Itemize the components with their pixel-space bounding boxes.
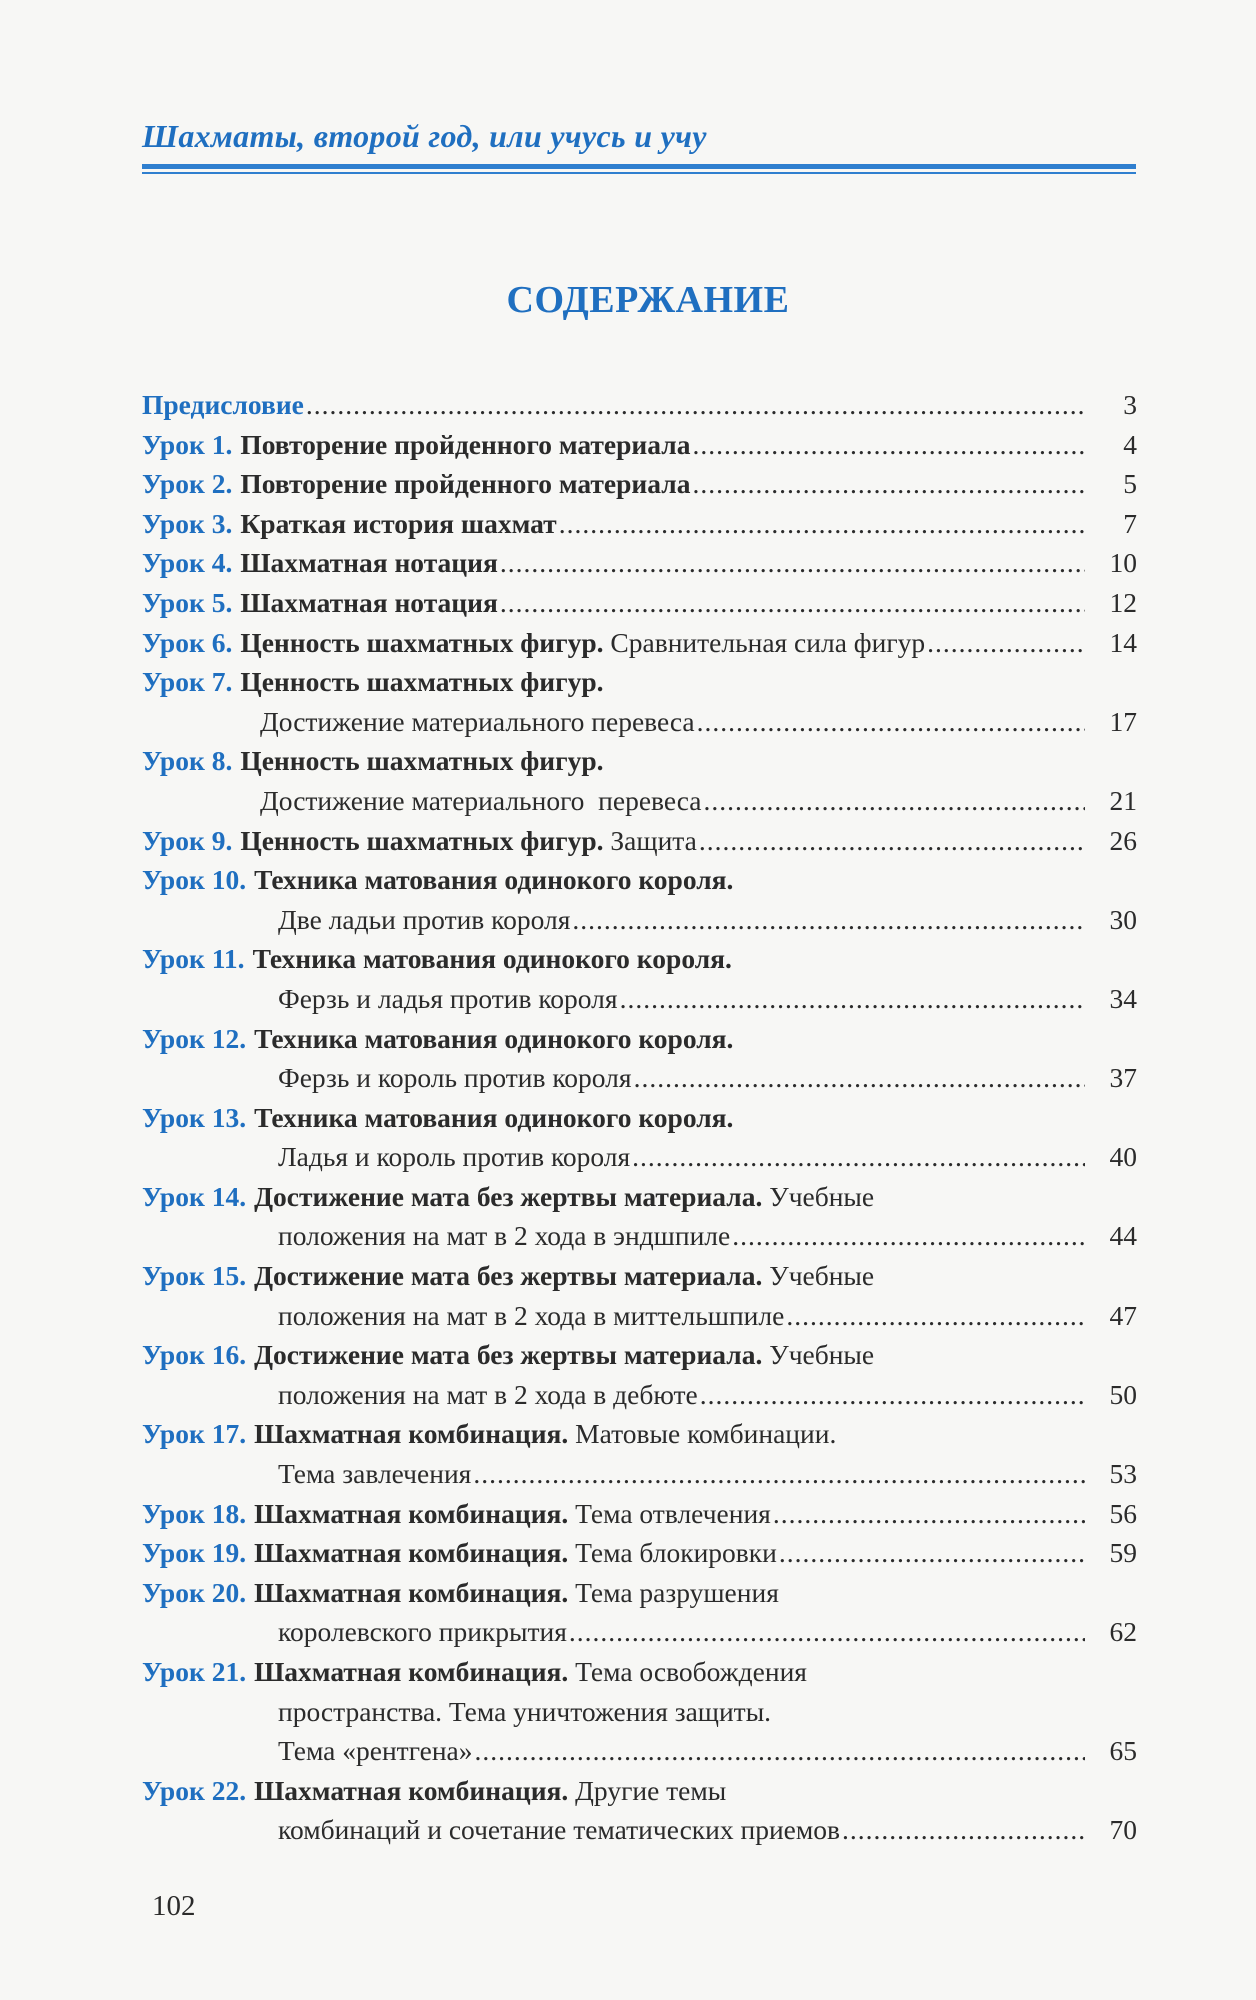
lesson-title: Техника матования одинокого короля.: [254, 1022, 734, 1054]
toc-entry[interactable]: [142, 464, 1137, 504]
dot-leader: [779, 1533, 1085, 1573]
dot-leader: [773, 1494, 1085, 1534]
toc-entry[interactable]: [142, 1019, 1137, 1098]
dot-leader: [634, 1058, 1085, 1098]
lesson-title: Ценность шахматных фигур.: [240, 666, 604, 698]
toc-entry[interactable]: [142, 1494, 1137, 1534]
page-ref: 26: [1109, 824, 1137, 856]
lesson-label: Урок 18.: [142, 1497, 247, 1529]
dot-leader: [475, 1731, 1086, 1771]
lesson-title: Достижение мата без жертвы материала.: [254, 1260, 763, 1292]
lesson-subtitle-continued: Достижение материального перевеса: [260, 784, 702, 816]
lesson-title: Шахматная комбинация.: [254, 1656, 569, 1687]
lesson-label: Урок 16.: [142, 1339, 247, 1371]
lesson-label: Урок 3.: [142, 507, 233, 539]
toc-entry[interactable]: [142, 741, 1137, 820]
toc-entry[interactable]: [142, 1652, 1137, 1771]
lesson-label: Урок 8.: [142, 745, 233, 777]
page-ref: 44: [1109, 1220, 1137, 1252]
lesson-subtitle: Тема блокировки: [568, 1537, 777, 1569]
page-ref: 4: [1123, 428, 1137, 460]
lesson-subtitle: Учебные: [762, 1260, 875, 1292]
lesson-subtitle: Матовые комбинации.: [568, 1418, 837, 1450]
dot-leader: [632, 1137, 1085, 1177]
toc-entry[interactable]: [142, 821, 1137, 861]
lesson-title: Шахматная комбинация.: [254, 1418, 569, 1450]
lesson-subtitle-continued: Ферзь и король против короля: [278, 1062, 632, 1094]
page-ref: 10: [1109, 547, 1137, 579]
lesson-label: Урок 5.: [142, 586, 233, 618]
lesson-label: Урок 10.: [142, 864, 247, 896]
lesson-title: Повторение пройденного материала: [240, 468, 691, 500]
page-ref: 21: [1109, 784, 1137, 816]
page-ref: 40: [1109, 1141, 1137, 1173]
lesson-label: Урок 2.: [142, 468, 233, 500]
page-ref: 47: [1109, 1299, 1137, 1331]
toc-entry[interactable]: [142, 1771, 1137, 1850]
lesson-subtitle-continued: положения на мат в 2 хода в эндшпиле: [278, 1220, 731, 1252]
lesson-subtitle-continued: Достижение материального перевеса: [260, 705, 695, 737]
lesson-title: Достижение мата без жертвы материала.: [254, 1180, 763, 1212]
lesson-title: Техника матования одинокого короля.: [252, 943, 732, 975]
toc-entry[interactable]: [142, 623, 1137, 663]
toc-entry[interactable]: [142, 1335, 1137, 1414]
lesson-title: Ценность шахматных фигур.: [240, 745, 604, 777]
lesson-title: Шахматная комбинация.: [254, 1576, 569, 1608]
page-number: 102: [152, 1890, 196, 1922]
toc-entry[interactable]: [142, 860, 1137, 939]
lesson-label: Урок 9.: [142, 824, 233, 856]
lesson-subtitle: Защита: [603, 824, 697, 856]
toc-title: СОДЕРЖАНИЕ: [506, 279, 790, 321]
toc-entry[interactable]: [142, 662, 1137, 741]
page-ref: 53: [1109, 1458, 1137, 1490]
lesson-label: Урок 14.: [142, 1180, 247, 1212]
lesson-label: Урок 20.: [142, 1576, 247, 1608]
toc-entry[interactable]: [142, 939, 1137, 1018]
lesson-title: Повторение пройденного материала: [240, 428, 691, 460]
dot-leader: [569, 1612, 1085, 1652]
lesson-title: Достижение мата без жертвы материала.: [254, 1339, 763, 1371]
lesson-subtitle-continued: Ферзь и ладья против короля: [278, 982, 618, 1014]
dot-leader: [697, 702, 1085, 742]
preface-label: Предисловие: [142, 389, 304, 420]
lesson-label: Урок 1.: [142, 428, 233, 460]
toc-entry[interactable]: [142, 1177, 1137, 1256]
page-ref: 65: [1109, 1735, 1137, 1767]
dot-leader: [699, 821, 1085, 861]
lesson-label: Урок 22.: [142, 1774, 247, 1806]
dot-leader: [700, 1375, 1085, 1415]
dot-leader: [306, 385, 1085, 425]
page-ref: 70: [1109, 1814, 1137, 1846]
lesson-label: Урок 7.: [142, 666, 233, 698]
header-rule-thick: [142, 164, 1136, 169]
lesson-subtitle: Другие темы: [568, 1774, 727, 1806]
lesson-subtitle-continued: положения на мат в 2 хода в миттельшпиле: [278, 1299, 785, 1331]
lesson-title: Ценность шахматных фигур.: [240, 824, 604, 856]
toc-entry[interactable]: [142, 1098, 1137, 1177]
toc-entry[interactable]: [142, 504, 1137, 544]
table-of-contents: [142, 385, 1137, 1850]
dot-leader: [500, 543, 1085, 583]
dot-leader: [559, 504, 1085, 544]
page-ref: 5: [1123, 468, 1137, 500]
lesson-label: Урок 15.: [142, 1260, 247, 1292]
lesson-label: Урок 19.: [142, 1537, 247, 1569]
lesson-subtitle: Тема отвлечения: [568, 1497, 771, 1529]
lesson-subtitle-continued: пространства. Тема уничтожения защиты.: [278, 1695, 772, 1727]
lesson-subtitle-continued: Ладья и король против короля: [278, 1141, 631, 1173]
lesson-label: Урок 13.: [142, 1101, 247, 1133]
lesson-title: Техника матования одинокого короля.: [254, 1101, 734, 1133]
lesson-subtitle-continued: Тема завлечения: [278, 1458, 472, 1490]
page-ref: 62: [1109, 1616, 1137, 1648]
running-title: Шахматы, второй год, или учусь и учу: [142, 118, 707, 154]
dot-leader: [500, 583, 1085, 623]
dot-leader: [620, 979, 1085, 1019]
page-ref: 56: [1109, 1497, 1137, 1529]
lesson-title: Шахматная нотация: [240, 547, 498, 579]
lesson-subtitle-continued: положения на мат в 2 хода в дебюте: [278, 1378, 698, 1410]
toc-entry[interactable]: [142, 1256, 1137, 1335]
lesson-subtitle-continued: королевского прикрытия: [278, 1616, 567, 1648]
lesson-title: Шахматная нотация: [240, 586, 498, 618]
toc-entry[interactable]: [142, 1573, 1137, 1652]
page-ref: 37: [1109, 1062, 1137, 1094]
page-ref: 12: [1109, 586, 1137, 618]
lesson-subtitle-continued: Тема «рентгена»: [278, 1735, 473, 1767]
page-ref: 17: [1109, 705, 1137, 737]
header-rule-thin: [142, 172, 1136, 174]
lesson-label: Урок 4.: [142, 547, 233, 579]
lesson-title: Ценность шахматных фигур.: [240, 626, 604, 658]
lesson-label: Урок 12.: [142, 1022, 247, 1054]
lesson-subtitle: Тема освобождения: [568, 1656, 807, 1687]
dot-leader: [732, 1216, 1085, 1256]
lesson-label: Урок 11.: [142, 943, 245, 975]
lesson-subtitle: Сравнительная сила фигур: [603, 626, 926, 658]
page-ref: 14: [1109, 626, 1137, 658]
lesson-label: Урок 21.: [142, 1656, 247, 1687]
lesson-subtitle: Учебные: [762, 1180, 875, 1212]
lesson-title: Шахматная комбинация.: [254, 1537, 569, 1569]
lesson-subtitle: Учебные: [762, 1339, 875, 1371]
lesson-title: Шахматная комбинация.: [254, 1497, 569, 1529]
toc-entry[interactable]: [142, 425, 1137, 465]
lesson-title: Шахматная комбинация.: [254, 1774, 569, 1806]
lesson-title: Краткая история шахмат: [240, 507, 557, 539]
lesson-subtitle-continued: комбинаций и сочетание тематических приемов: [278, 1814, 841, 1846]
page-ref: 7: [1123, 507, 1137, 539]
dot-leader: [704, 781, 1085, 821]
page-ref: 30: [1109, 903, 1137, 935]
toc-entry[interactable]: [142, 543, 1137, 583]
dot-leader: [572, 900, 1085, 940]
dot-leader: [692, 425, 1085, 465]
dot-leader: [927, 623, 1085, 663]
lesson-subtitle-continued: Две ладьи против короля: [278, 903, 571, 935]
dot-leader: [842, 1810, 1085, 1850]
dot-leader: [473, 1454, 1085, 1494]
page-ref: 59: [1109, 1537, 1137, 1569]
page-ref: 50: [1109, 1378, 1137, 1410]
dot-leader: [692, 464, 1085, 504]
dot-leader: [786, 1296, 1085, 1336]
toc-entry[interactable]: [142, 583, 1137, 623]
page-ref: 34: [1109, 982, 1137, 1014]
toc-entry[interactable]: [142, 1414, 1137, 1493]
lesson-subtitle: Тема разрушения: [568, 1576, 779, 1608]
lesson-label: Урок 17.: [142, 1418, 247, 1450]
lesson-label: Урок 6.: [142, 626, 233, 658]
page-ref: 3: [1123, 389, 1137, 420]
lesson-title: Техника матования одинокого короля.: [254, 864, 734, 896]
toc-entry[interactable]: [142, 1533, 1137, 1573]
toc-entry-preface[interactable]: [142, 385, 1137, 425]
